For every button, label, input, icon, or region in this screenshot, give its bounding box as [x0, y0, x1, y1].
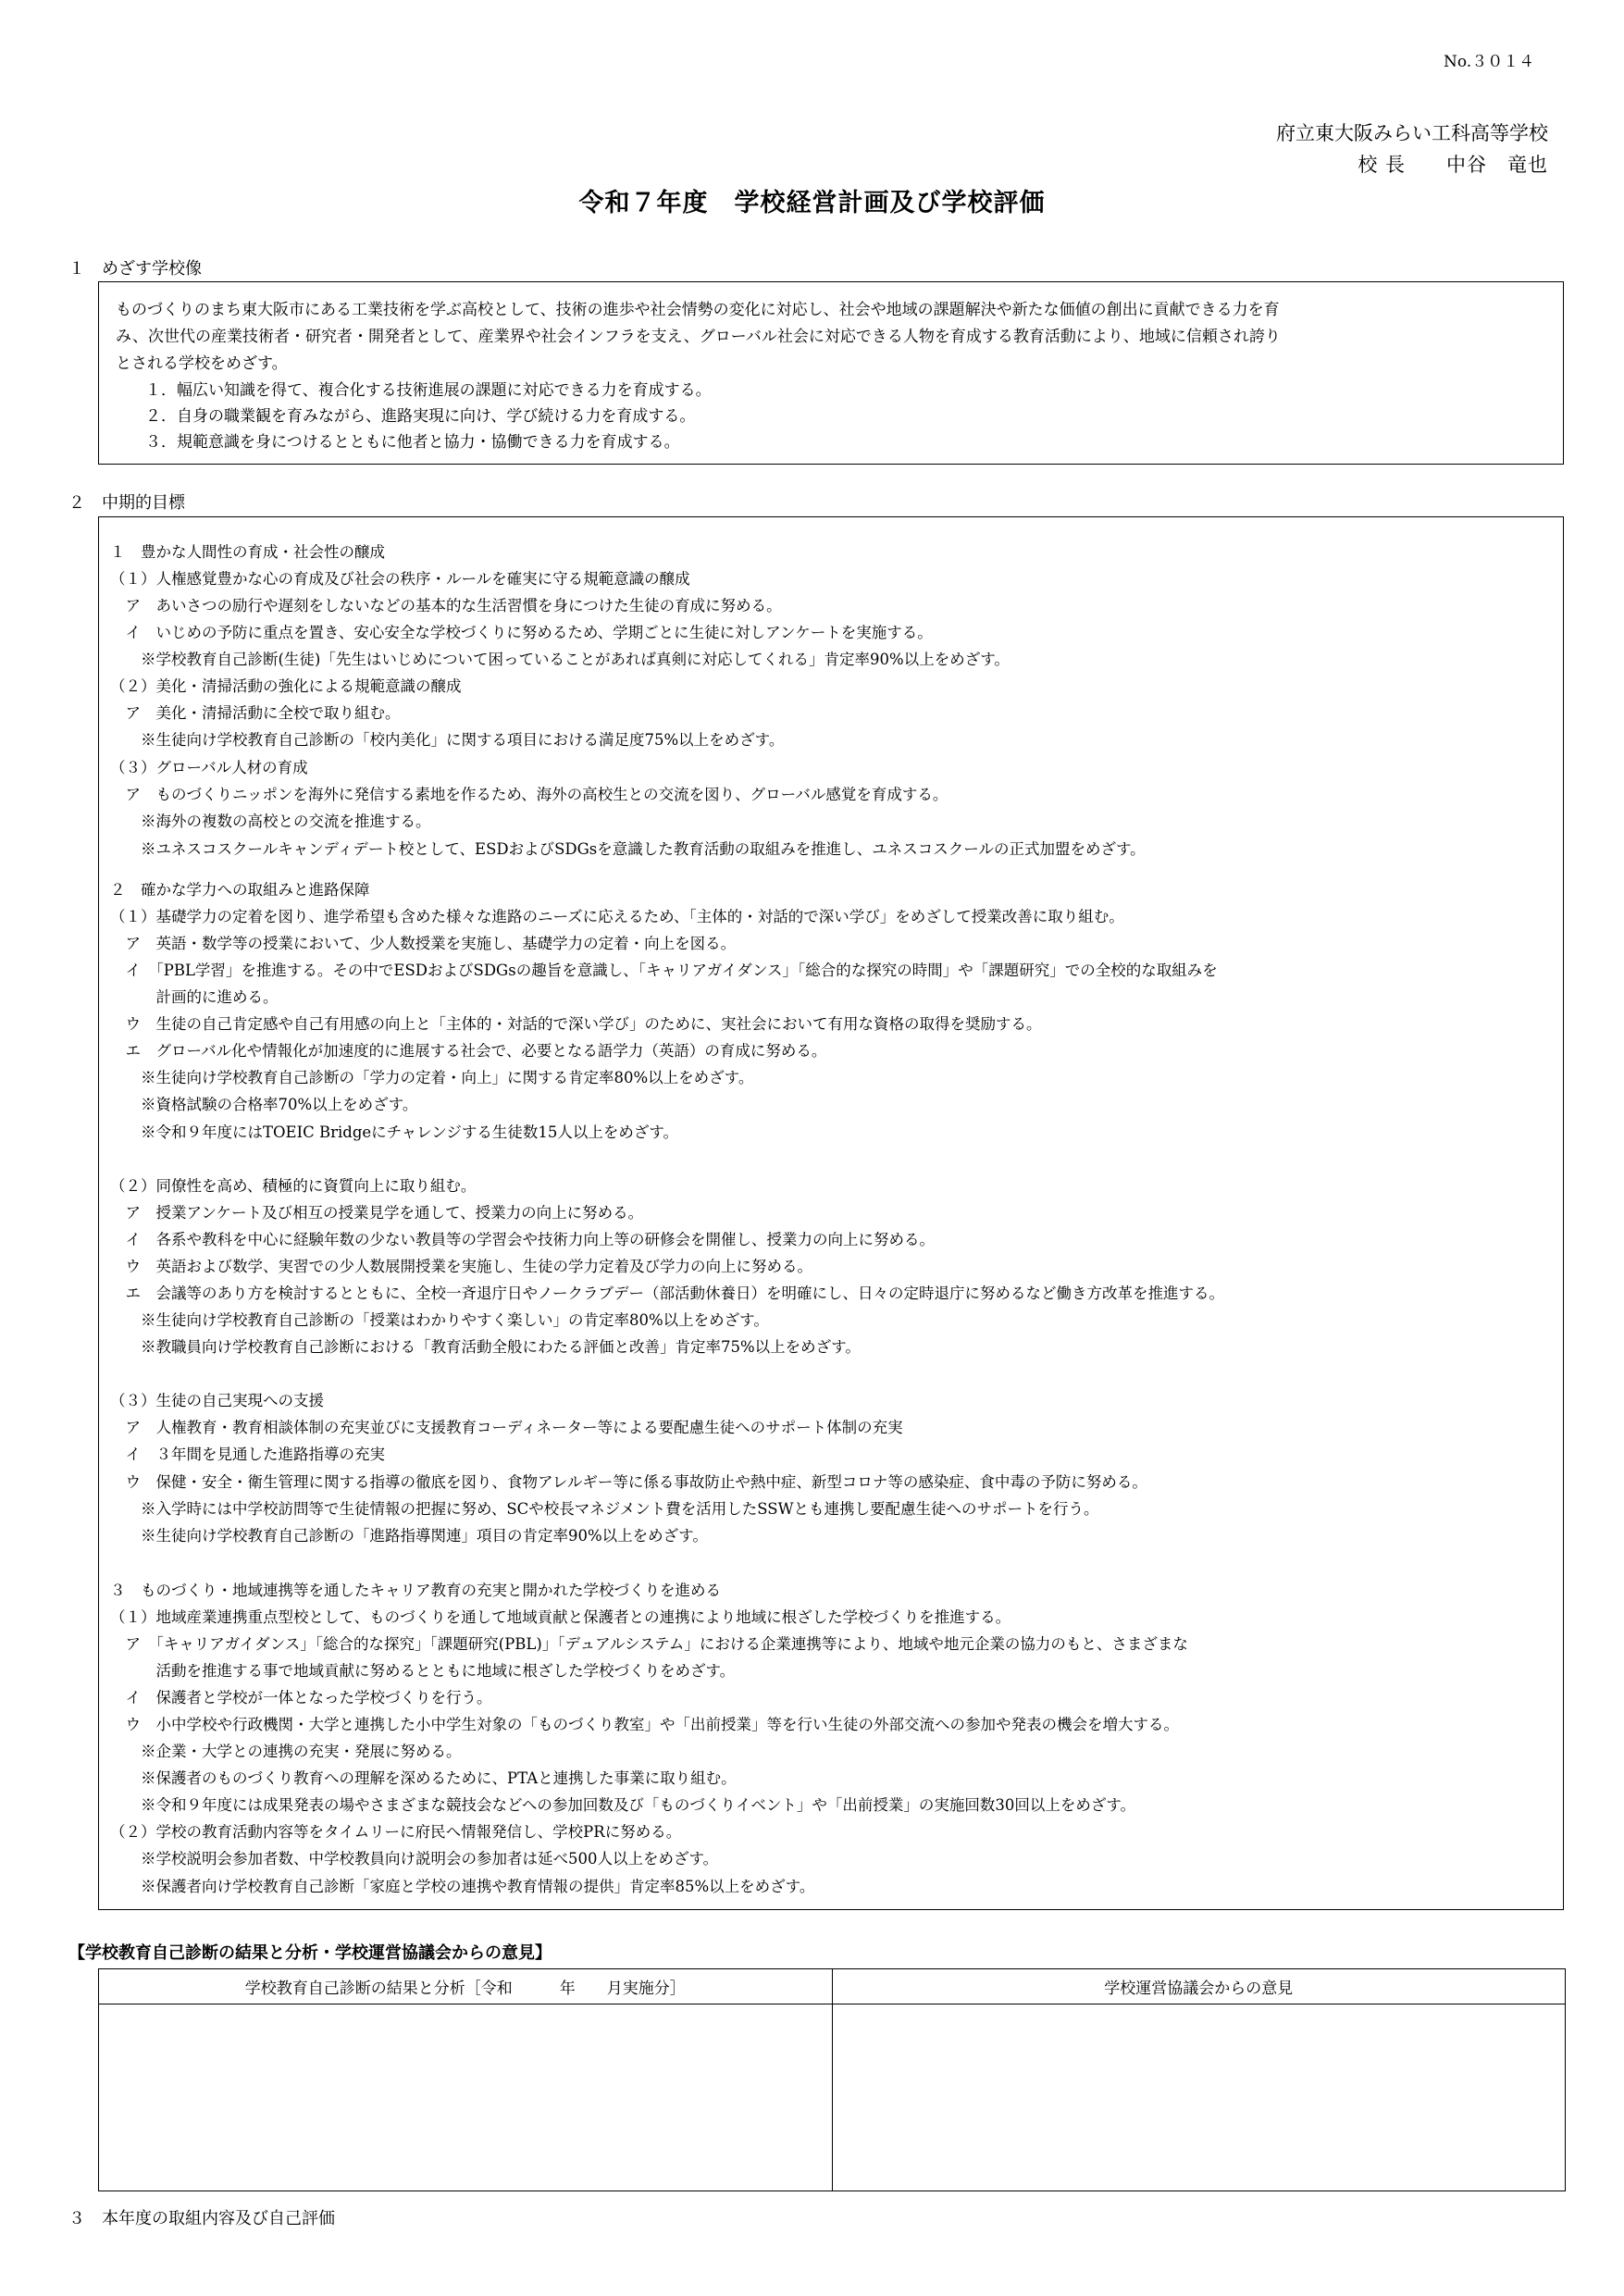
section3-heading: ３ 本年度の取組内容及び自己評価 [68, 2209, 335, 2228]
objective-line: （１）地域産業連携重点型校として、ものづくりを通して地域貢献と保護者との連携により地域に根ざした学校づくりを推進する。 [110, 1608, 1011, 1626]
vision-line: とされる学校をめざす。 [116, 354, 288, 373]
objective-line: ※生徒向け学校教育自己診断の「授業はわかりやすく楽しい」の肯定率80%以上をめざす。 [110, 1311, 769, 1329]
objective-line: イ 「PBL学習」を推進する。その中でESDおよびSDGsの趣旨を意識し、「キャリアガイダンス」「総合的な探究の時間」や「課題研究」での全校的な取組みを [110, 962, 1218, 979]
objective-line: ア ものづくりニッポンを海外に発信する素地を作るため、海外の高校生との交流を図り、グローバル感覚を育成する。 [110, 786, 948, 803]
objective-line: ※保護者向け学校教育自己診断「家庭と学校の連携や教育情報の提供」肯定率85%以上をめざす。 [110, 1878, 815, 1895]
objective-line: ※令和９年度にはTOEIC Bridgeにチャレンジする生徒数15人以上をめざす。 [110, 1123, 678, 1141]
objective-line: イ ３年間を見通した進路指導の充実 [110, 1446, 385, 1463]
objective-line: ※企業・大学との連携の充実・発展に努める。 [110, 1743, 462, 1760]
objective-line: ※入学時には中学校訪問等で生徒情報の把握に努め、SCや校長マネジメント費を活用したSSWとも連携し要配慮生徒へのサポートを行う。 [110, 1500, 1099, 1518]
objective-line: （２）同僚性を高め、積極的に資質向上に取り組む。 [110, 1177, 477, 1195]
objective-line: ３ ものづくり・地域連携等を通したキャリア教育の充実と開かれた学校づくりを進める [110, 1582, 721, 1599]
section1-box [98, 281, 1564, 465]
objective-line: ア 「キャリアガイダンス」「総合的な探究」「課題研究(PBL)」「デュアルシステム」における企業連携等により、地域や地元企業の協力のもと、さまざまな [110, 1635, 1188, 1653]
objective-line: ※保護者のものづくり教育への理解を深めるために、PTAと連携した事業に取り組む。 [110, 1769, 737, 1787]
objective-line: ２ 確かな学力への取組みと進路保障 [110, 881, 370, 899]
objective-line: ※資格試験の合格率70%以上をめざす。 [110, 1096, 418, 1113]
objective-line: ア 授業アンケート及び相互の授業見学を通して、授業力の向上に努める。 [110, 1204, 644, 1222]
objective-line: （３）グローバル人材の育成 [110, 759, 308, 776]
objective-line: ア あいさつの励行や遅刻をしないなどの基本的な生活習慣を身につけた生徒の育成に努める。 [110, 597, 782, 614]
objective-line: 計画的に進める。 [110, 988, 279, 1006]
objective-line: ア 英語・数学等の授業において、少人数授業を実施し、基礎学力の定着・向上を図る。 [110, 935, 737, 952]
document-number: No.３０１４ [1444, 53, 1535, 71]
objective-line: ※海外の複数の高校との交流を推進する。 [110, 813, 431, 830]
vision-paragraph [116, 297, 1550, 378]
evaluation-col2-header: 学校運営協議会からの意見 [832, 1969, 1566, 2004]
objective-line: ※教職員向け学校教育自己診断における「教育活動全般にわたる評価と改善」肯定率75%以上をめざす。 [110, 1338, 861, 1356]
objective-line: （３）生徒の自己実現への支援 [110, 1392, 324, 1409]
principal-name: 校 長 中谷 竜也 [1357, 154, 1548, 176]
objective-line: ア 美化・清掃活動に全校で取り組む。 [110, 704, 401, 722]
evaluation-heading: 【学校教育自己診断の結果と分析・学校運営協議会からの意見】 [68, 1943, 552, 1963]
objective-line: イ 各系や教科を中心に経験年数の少ない教員等の学習会や技術力向上等の研修会を開催し、授業力の向上に努める。 [110, 1231, 935, 1248]
objective-line: イ 保護者と学校が一体となった学校づくりを行う。 [110, 1689, 492, 1706]
objective-line: ※生徒向け学校教育自己診断の「校内美化」に関する項目における満足度75%以上をめざす。 [110, 731, 785, 749]
section2-heading: ２ 中期的目標 [68, 493, 185, 513]
objective-line: ※生徒向け学校教育自己診断の「進路指導関連」項目の肯定率90%以上をめざす。 [110, 1527, 708, 1545]
evaluation-col2-cell[interactable] [832, 2004, 1566, 2191]
school-name: 府立東大阪みらい工科高等学校 [1276, 122, 1548, 144]
objective-line: （２）美化・清掃活動の強化による規範意識の醸成 [110, 677, 462, 695]
vision-line: ものづくりのまち東大阪市にある工業技術を学ぶ高校として、技術の進歩や社会情勢の変化に対応し、社会や地域の課題解決や新たな価値の創出に貢献できる力を育 [116, 301, 1280, 319]
objective-line: 活動を推進する事で地域貢献に努めるとともに地域に根ざした学校づくりをめざす。 [110, 1662, 736, 1680]
objective-line: （２）学校の教育活動内容等をタイムリーに府民へ情報発信し、学校PRに努める。 [110, 1823, 682, 1841]
objective-line: ※学校説明会参加者数、中学校教員向け説明会の参加者は延べ500人以上をめざす。 [110, 1850, 719, 1868]
objective-line: エ 会議等のあり方を検討するとともに、全校一斉退庁日やノークラブデー（部活動休養日）を明確にし、日々の定時退庁に努めるなど働き方改革を推進する。 [110, 1285, 1225, 1302]
section1-heading: １ めざす学校像 [68, 259, 202, 279]
page-title: 令和７年度 学校経営計画及び学校評価 [578, 189, 1046, 217]
objective-line: ウ 生徒の自己肯定感や自己有用感の向上と「主体的・対話的で深い学び」のために、実社会において有用な資格の取得を奨励する。 [110, 1015, 1042, 1033]
objective-line: ウ 英語および数学、実習での少人数展開授業を実施し、生徒の学力定着及び学力の向上に努める。 [110, 1258, 812, 1275]
objective-line: １ 豊かな人間性の育成・社会性の醸成 [110, 543, 385, 561]
evaluation-col1-cell[interactable] [99, 2004, 833, 2191]
vision-item: ２．自身の職業観を育みながら、進路実現に向け、学び続ける力を育成する。 [145, 407, 696, 426]
vision-item: ３．規範意識を身につけるとともに他者と協力・協働できる力を育成する。 [145, 433, 680, 452]
objective-line: ※学校教育自己診断(生徒)「先生はいじめについて困っていることがあれば真剣に対応してくれる」肯定率90%以上をめざす。 [110, 651, 1010, 668]
objective-line: （１）基礎学力の定着を図り、進学希望も含めた様々な進路のニーズに応えるため、「主体的・対話的で深い学び」をめざして授業改善に取り組む。 [110, 908, 1124, 925]
objective-line: ウ 小中学校や行政機関・大学と連携した小中学生対象の「ものづくり教室」や「出前授業」等を行い生徒の外部交流への参加や発表の機会を増大する。 [110, 1716, 1179, 1733]
objective-line: エ グローバル化や情報化が加速度的に進展する社会で、必要となる語学力（英語）の育成に努める。 [110, 1042, 827, 1060]
objective-line: イ いじめの予防に重点を置き、安心安全な学校づくりに努めるため、学期ごとに生徒に対しアンケートを実施する。 [110, 624, 933, 641]
objective-line: ウ 保健・安全・衛生管理に関する指導の徹底を図り、食物アレルギー等に係る事故防止や熱中症、新型コロナ等の感染症、食中毒の予防に努める。 [110, 1473, 1147, 1491]
vision-item: １．幅広い知識を得て、複合化する技術進展の課題に対応できる力を育成する。 [145, 381, 712, 400]
objective-line: ※令和９年度には成果発表の場やさまざまな競技会などへの参加回数及び「ものづくりイベント」や「出前授業」の実施回数30回以上をめざす。 [110, 1796, 1136, 1814]
evaluation-col1-header: 学校教育自己診断の結果と分析［令和 年 月実施分］ [99, 1969, 833, 2004]
objective-line: ※生徒向け学校教育自己診断の「学力の定着・向上」に関する肯定率80%以上をめざす。 [110, 1069, 754, 1086]
objective-line: （１）人権感覚豊かな心の育成及び社会の秩序・ルールを確実に守る規範意識の醸成 [110, 570, 690, 588]
evaluation-table [98, 1968, 1566, 2191]
section2-box [98, 516, 1564, 1910]
vision-line: み、次世代の産業技術者・研究者・開発者として、産業界や社会インフラを支え、グローバル社会に対応できる人物を育成する教育活動により、地域に信頼され誇り [116, 328, 1281, 346]
objective-line: ※ユネスコスクールキャンディデート校として、ESDおよびSDGsを意識した教育活動の取組みを推進し、ユネスコスクールの正式加盟をめざす。 [110, 840, 1146, 858]
objective-line: ア 人権教育・教育相談体制の充実並びに支援教育コーディネーター等による要配慮生徒へのサポート体制の充実 [110, 1419, 903, 1436]
vision-items [145, 378, 712, 455]
